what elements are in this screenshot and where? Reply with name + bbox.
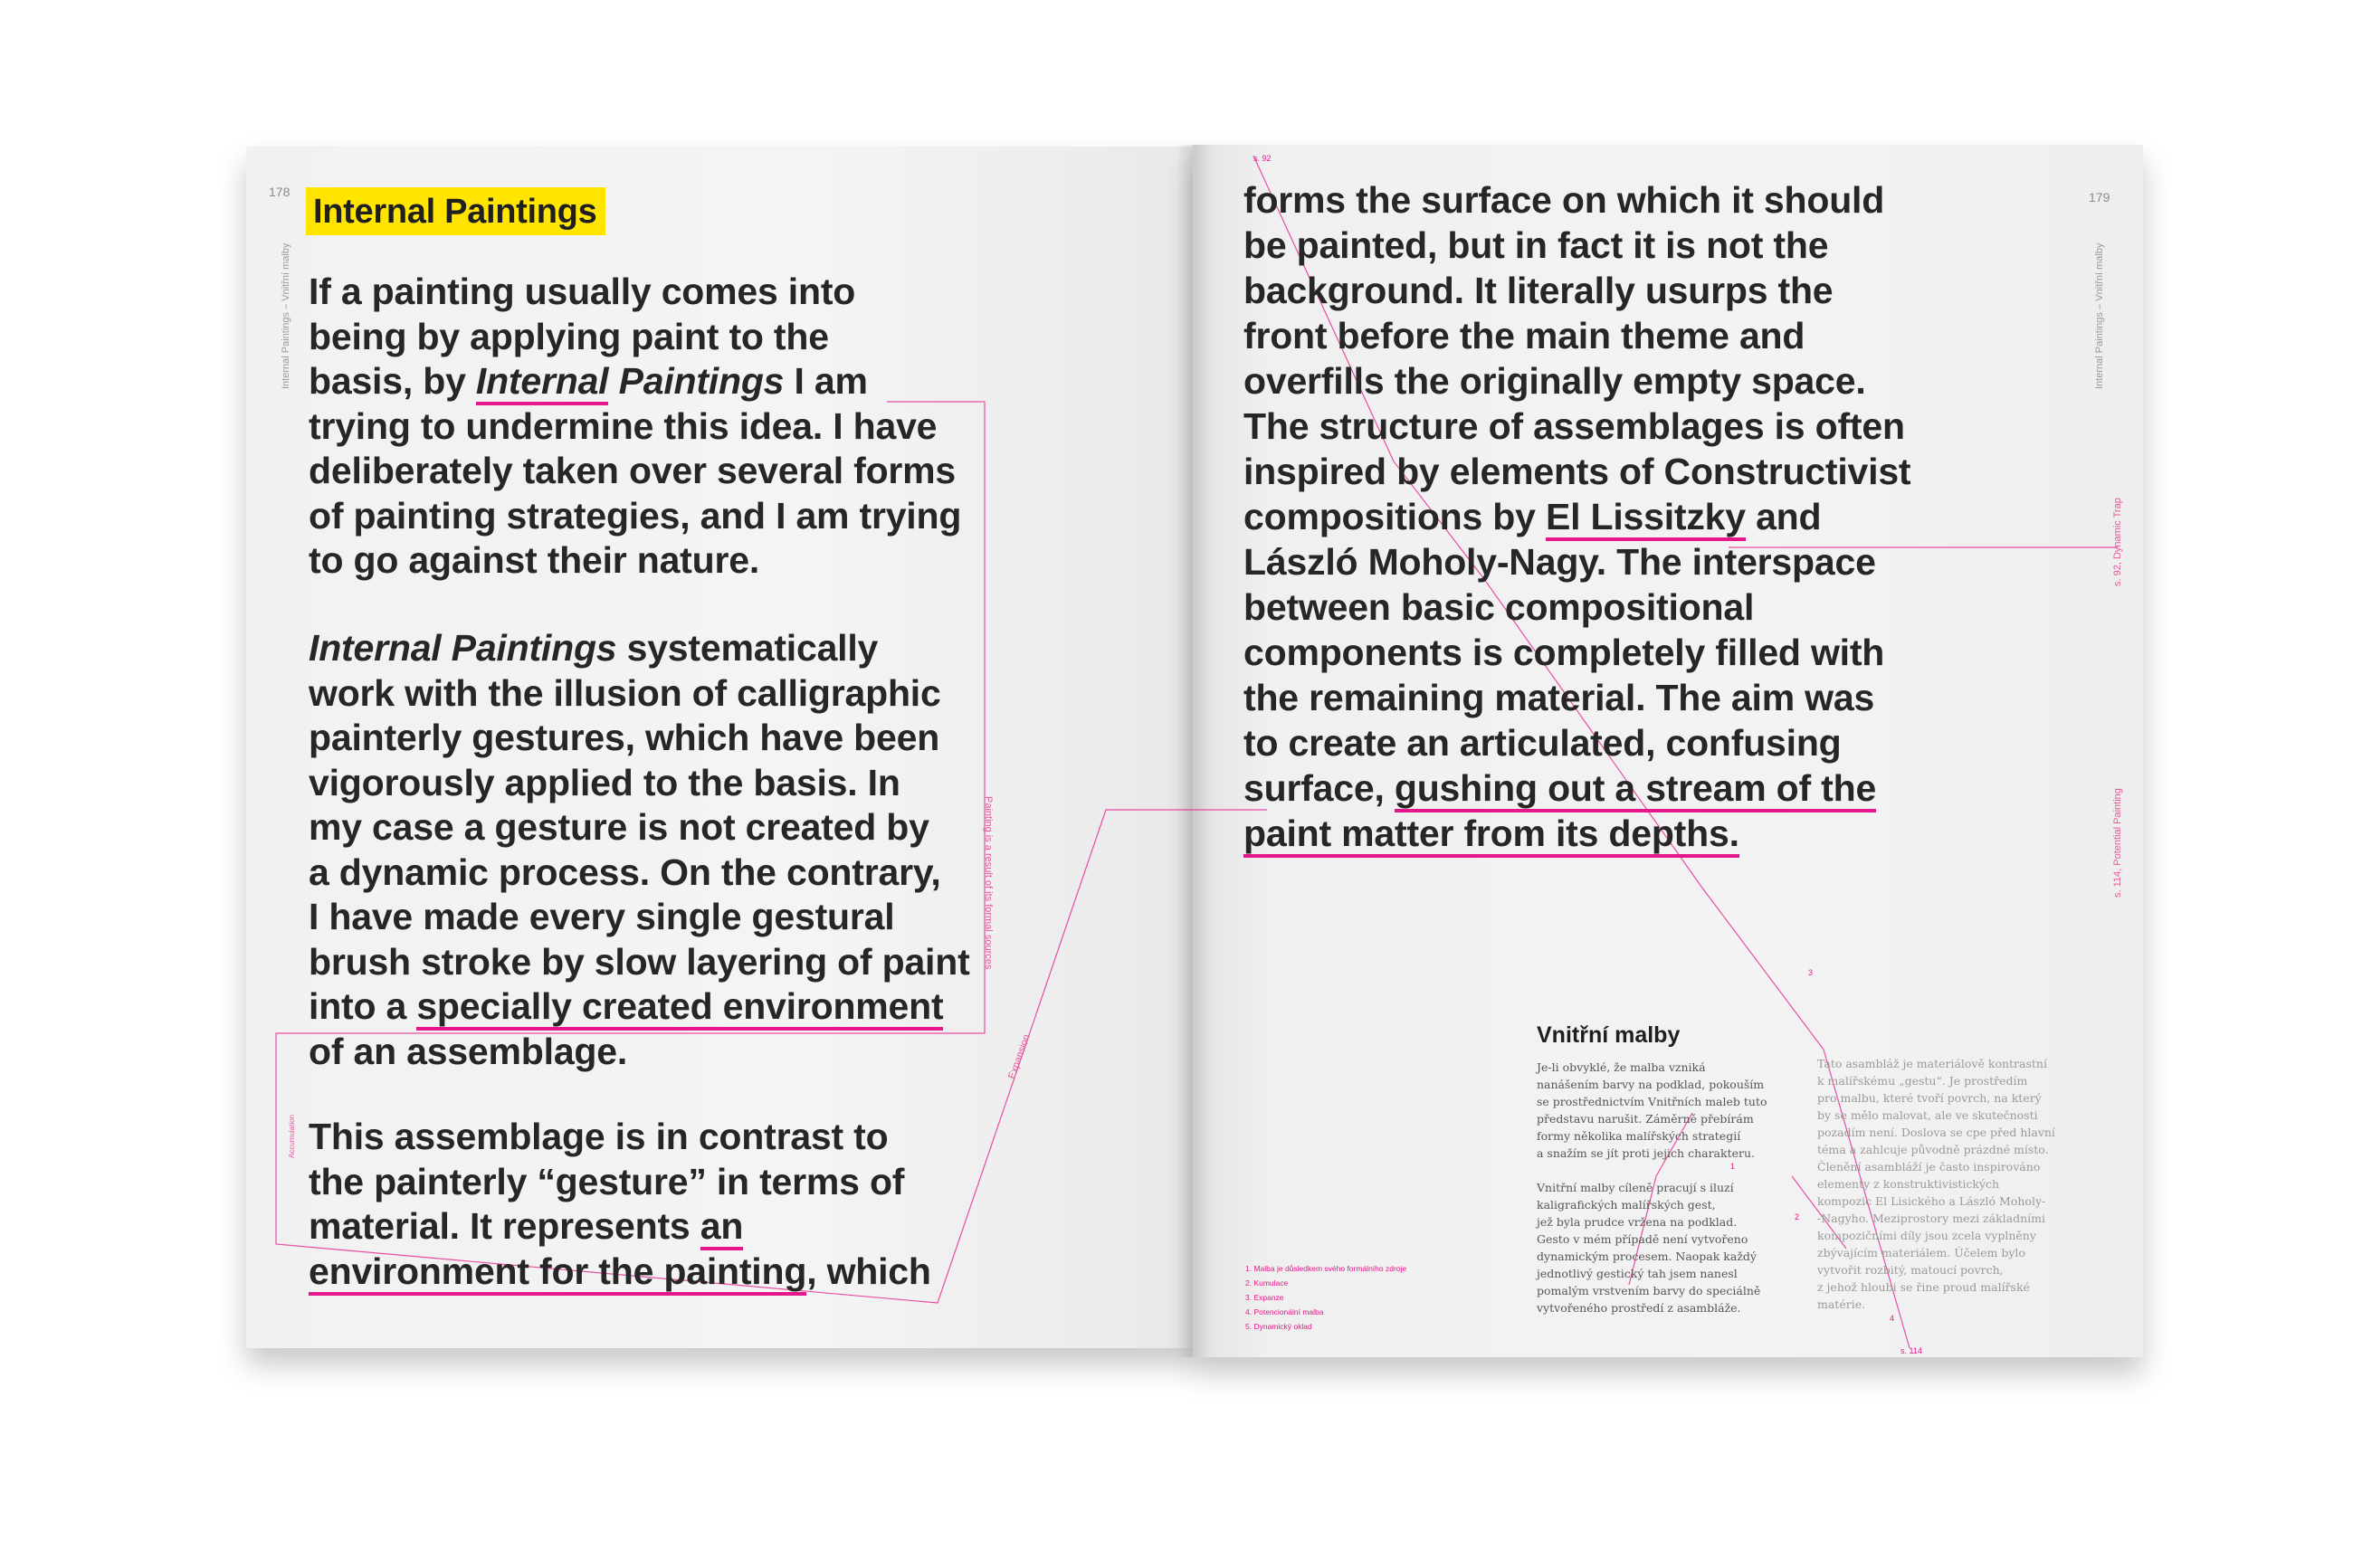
text-line [309,984,970,1030]
text-line: -Nagyho. Meziprostory mezi základními [1817,1212,2046,1225]
text-segment: I am [784,360,868,402]
text-line: the remaining material. The aim was [1243,677,1875,718]
marker-4: 4 [1890,1314,1895,1323]
italic-term: Internal Paintings [309,627,617,669]
underlined-term: El Lissitzky [1546,496,1746,541]
text-line: Je-li obvyklé, že malba vzniká [1537,1060,1706,1074]
text-line: to go against their nature. [309,539,760,581]
text-line: matérie. [1817,1297,1866,1311]
text-line: kompozic El Lisického a László Moholy- [1817,1194,2046,1208]
czech-column-2 [1817,1055,2055,1313]
text-line: pro malbu, které tvoří povrch, na který [1817,1091,2042,1105]
text-line: This assemblage is in contrast to [309,1116,889,1157]
text-line: pozadím není. Doslova se cpe před hlavní [1817,1126,2055,1139]
text-line: inspired by elements of Constructivist [1243,451,1911,492]
page-number-left: 178 [269,185,291,199]
text-line: a snažím se jít proti jejich charakteru. [1537,1146,1756,1160]
text-line: my case a gesture is not created by [309,806,929,848]
text-segment: , which [806,1250,931,1292]
text-line: being by applying paint to the [309,315,829,357]
text-line: The structure of assemblages is often [1243,405,1905,447]
text-line: If a painting usually comes into [309,271,856,312]
text-line: of an assemblage. [309,1030,628,1072]
text-line: formy několika malířských strategií [1537,1129,1741,1143]
marker-2: 2 [1795,1212,1800,1221]
text-line [1243,494,1910,539]
text-line: 5. Dynamický oklad [1245,1322,1312,1331]
text-line: overfills the originally empty space. [1243,360,1866,402]
czech-title: Vnitřní malby [1537,1022,1681,1048]
text-line: background. It literally usurps the [1243,270,1834,311]
text-line: 1. Malba je důsledkem svého formálního zdroje [1245,1264,1407,1273]
text-line [309,1204,931,1250]
text-line: vytvořeného prostředí z asambláže. [1537,1301,1741,1315]
text-line: deliberately taken over several forms [309,450,957,491]
text-line: 4. Potencionální malba [1245,1307,1324,1316]
text-line [309,359,961,404]
text-line: brush stroke by slow layering of paint [309,940,970,983]
underlined-term: an [700,1205,743,1250]
chapter-title: Internal Paintings [306,187,605,235]
text-line [309,626,970,671]
text-line [1243,765,1910,811]
bottom-page-reference: s. 114 [1900,1346,1922,1355]
text-line: front before the main theme and [1243,315,1805,356]
text-line: elementy z konstruktivistických [1817,1177,2000,1191]
text-segment: compositions by [1243,496,1546,537]
text-line: a dynamic process. On the contrary, [309,851,941,893]
text-line: kompozičními díly jsou zcela vyplněny [1817,1229,2036,1242]
side-reference-dynamic-trap: s. 92, Dynamic Trap [2112,498,2123,586]
running-head-left: Internal Paintings – Vnitřní malby [281,242,291,389]
margin-note-accumulation: Accumulation [288,1114,296,1158]
text-segment: surface, [1243,767,1395,809]
underlined-term: Internal [476,360,609,405]
text-line: dynamickým procesem. Naopak každý [1537,1250,1757,1263]
text-line: be painted, but in fact it is not the [1243,224,1829,266]
text-line: Vnitřní malby cíleně pracují s iluzí [1537,1181,1734,1194]
text-line: k malířskému „gestu“. Je prostředím [1817,1074,2028,1088]
left-paragraph-1 [309,270,961,584]
text-line: 3. Expanze [1245,1293,1284,1302]
side-reference-potential-painting: s. 114, Potential Painting [2112,788,2123,898]
text-line: Členění asambláží je často inspirováno [1817,1160,2041,1174]
text-line: téma a zahlcuje původně prázdné místo. [1817,1143,2049,1156]
text-segment: systematically [616,627,879,669]
footnotes [1245,1261,1406,1334]
text-line: zbývajícím materiálem. Účelem bylo [1817,1246,2025,1259]
text-line [1243,811,1910,856]
underlined-term: paint matter from its depths. [1243,813,1739,858]
underlined-term: specially created environment [416,985,943,1031]
text-line: components is completely filled with [1243,632,1885,673]
text-line: by se mělo malovat, ale ve skutečnosti [1817,1108,2038,1122]
text-line: László Moholy-Nagy. The interspace [1243,541,1876,583]
text-line: forms the surface on which it should [1243,179,1885,221]
text-line [309,1250,931,1295]
text-segment: material. It represents [309,1205,700,1247]
marker-3: 3 [1808,968,1814,977]
text-line: pomalým vrstvením barvy do speciálně [1537,1284,1761,1297]
running-head-right: Internal Paintings – Vnitřní malby [2094,242,2105,389]
text-line: 2. Kumulace [1245,1278,1289,1288]
underlined-term: gushing out a stream of the [1395,767,1876,813]
text-line: of painting strategies, and I am trying [309,494,962,537]
text-line: vigorously applied to the basis. In [309,761,900,803]
text-line: I have made every single gestural [309,896,895,937]
text-line: the painterly “gesture” in terms of [309,1160,905,1202]
text-line: to create an articulated, confusing [1243,722,1842,764]
text-line: vytvořit rozbitý, matoucí povrch, [1817,1263,2004,1277]
text-line: between basic compositional [1243,586,1755,628]
text-line: představu narušit. Záměrně přebírám [1537,1112,1754,1126]
marker-1: 1 [1730,1162,1736,1171]
text-segment: and [1745,496,1822,537]
margin-note-expansion: Expansion [1006,1032,1033,1081]
text-line: jež byla prudce vržena na podklad. [1537,1215,1738,1229]
text-line: jednotlivý gestický tah jsem nanesl [1537,1267,1738,1280]
page-number-right: 179 [2089,190,2110,204]
czech-column-1 [1537,1059,1767,1316]
text-line: trying to undermine this idea. I have [309,404,938,447]
text-line: painterly gestures, which have been [309,717,940,758]
underlined-term: environment for the painting [309,1250,806,1296]
text-line: z jehož hloubi se řine proud malířské [1817,1280,2030,1294]
left-paragraph-3 [309,1115,931,1294]
text-line: Tato asambláž je materiálově kontrastní [1817,1057,2047,1070]
text-segment: basis, by [309,360,476,402]
italic-term: Paintings [608,360,785,402]
right-paragraph [1243,177,1910,856]
left-paragraph-2 [309,626,970,1074]
text-line: nanášením barvy na podklad, pokouším [1537,1078,1765,1091]
top-page-reference: s. 92 [1253,154,1272,163]
text-line: Gesto v mém případě není vytvořeno [1537,1232,1748,1246]
text-line: kaligrafických malířských gest, [1537,1198,1716,1212]
text-line: se prostřednictvím Vnitřních maleb tuto [1537,1095,1767,1108]
margin-note-painting: Painting is a result of its formal sources [983,796,994,970]
text-line: work with the illusion of calligraphic [309,671,941,714]
text-segment: into a [309,985,417,1027]
